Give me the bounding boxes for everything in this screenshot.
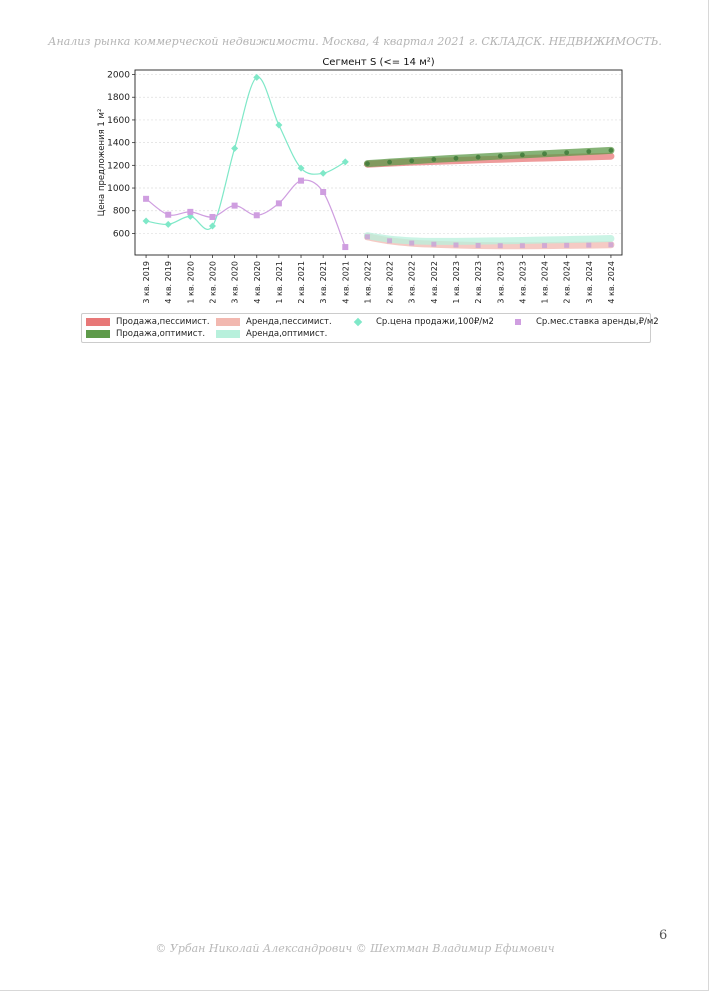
data-point	[254, 212, 260, 218]
x-tick-label: 4 кв. 2022	[429, 261, 439, 304]
y-tick-label: 1800	[107, 93, 130, 104]
x-tick-label: 4 кв. 2021	[341, 261, 351, 304]
data-point	[320, 170, 327, 177]
x-tick-label: 4 кв. 2019	[164, 261, 174, 304]
forecast-point	[586, 243, 591, 248]
x-tick-label: 3 кв. 2022	[407, 261, 417, 304]
x-tick-label: 4 кв. 2024	[606, 261, 616, 304]
forecast-point	[476, 243, 481, 248]
legend-swatch	[216, 318, 240, 326]
x-tick-label: 2 кв. 2022	[385, 261, 395, 304]
y-tick-label: 1600	[107, 115, 130, 126]
legend-diamond-marker	[354, 318, 362, 326]
data-point	[143, 196, 149, 202]
forecast-point	[520, 243, 525, 248]
page-number: 6	[659, 928, 668, 943]
forecast-point	[454, 156, 459, 161]
x-tick-label: 4 кв. 2020	[252, 261, 262, 304]
x-tick-label: 1 кв. 2023	[451, 261, 461, 304]
x-tick-label: 3 кв. 2019	[142, 261, 152, 304]
legend-label: Ср.мес.ставка аренды,₽/м2	[536, 317, 659, 327]
forecast-point	[520, 152, 525, 157]
data-point	[143, 217, 150, 224]
x-tick-label: 1 кв. 2021	[274, 261, 284, 304]
chart-legend	[81, 313, 659, 343]
y-tick-label: 1000	[107, 184, 130, 195]
x-tick-label: 3 кв. 2021	[319, 261, 329, 304]
forecast-point	[431, 157, 436, 162]
legend-label: Ср.цена продажи,100₽/м2	[376, 317, 494, 327]
legend-swatch	[86, 318, 110, 326]
forecast-point	[476, 155, 481, 160]
legend-label: Продажа,пессимист.	[116, 317, 210, 327]
x-tick-label: 1 кв. 2022	[363, 261, 373, 304]
legend-label: Продажа,оптимист.	[116, 329, 206, 339]
data-point	[187, 209, 193, 215]
y-tick-label: 1200	[107, 161, 130, 172]
series-line	[146, 77, 345, 229]
forecast-point	[409, 158, 414, 163]
data-point	[342, 244, 348, 250]
data-point	[276, 200, 282, 206]
x-tick-label: 3 кв. 2024	[584, 261, 594, 304]
x-tick-label: 1 кв. 2024	[540, 261, 550, 304]
y-tick-label: 2000	[107, 70, 130, 81]
legend-swatch	[216, 330, 240, 338]
forecast-point	[586, 149, 591, 154]
legend-square-marker	[515, 319, 521, 325]
y-tick-label: 1400	[107, 138, 130, 149]
forecast-band-line	[367, 236, 611, 242]
forecast-point	[609, 148, 614, 153]
x-tick-label: 2 кв. 2023	[474, 261, 484, 304]
forecast-point	[387, 238, 392, 243]
y-axis-label: Цена предложения 1 м²	[97, 108, 107, 217]
x-tick-label: 2 кв. 2021	[297, 261, 307, 304]
data-point	[275, 122, 282, 129]
data-point	[209, 214, 215, 220]
forecast-point	[365, 234, 370, 239]
legend-swatch	[86, 330, 110, 338]
page-footer: © Урбан Николай Александрович © Шехтман Владимир Ефимович	[155, 942, 555, 955]
forecast-point	[608, 242, 613, 247]
x-tick-label: 2 кв. 2024	[562, 261, 572, 304]
forecast-point	[498, 154, 503, 159]
x-tick-label: 3 кв. 2020	[230, 261, 240, 304]
forecast-point	[564, 150, 569, 155]
chart-title: Сегмент S (<= 14 м²)	[322, 57, 435, 68]
forecast-point	[542, 151, 547, 156]
legend-label: Аренда,пессимист.	[246, 317, 332, 327]
data-point	[165, 221, 172, 228]
x-tick-label: 1 кв. 2020	[186, 261, 196, 304]
forecast-point	[453, 243, 458, 248]
data-point	[231, 145, 238, 152]
x-tick-label: 4 кв. 2023	[518, 261, 528, 304]
x-tick-label: 3 кв. 2023	[496, 261, 506, 304]
y-tick-label: 800	[112, 206, 130, 217]
page-header: Анализ рынка коммерческой недвижимости. Москва, 4 квартал 2021 г. СКЛАДСК. НЕДВИЖИМОСТЬ.	[48, 35, 662, 48]
chart	[0, 0, 710, 320]
forecast-point	[498, 243, 503, 248]
forecast-point	[365, 161, 370, 166]
legend-label: Аренда,оптимист.	[246, 329, 328, 339]
y-tick-label: 600	[112, 229, 130, 240]
forecast-point	[542, 243, 547, 248]
forecast-point	[564, 243, 569, 248]
forecast-point	[387, 160, 392, 165]
data-point	[320, 189, 326, 195]
data-point	[342, 158, 349, 165]
data-point	[165, 212, 171, 218]
series-line	[146, 180, 345, 247]
forecast-point	[431, 242, 436, 247]
x-tick-label: 2 кв. 2020	[208, 261, 218, 304]
data-point	[298, 178, 304, 184]
data-point	[232, 203, 238, 209]
forecast-point	[409, 241, 414, 246]
